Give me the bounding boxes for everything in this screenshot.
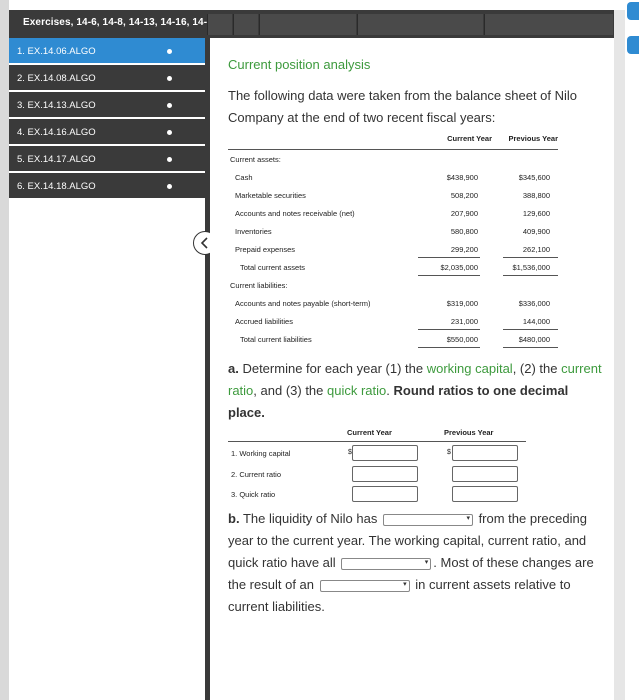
sidebar-item-label: 1. EX.14.06.ALGO bbox=[17, 46, 96, 57]
current-value: $550,000 bbox=[446, 335, 478, 344]
current-value: 299,200 bbox=[450, 245, 478, 254]
status-dot-icon bbox=[167, 130, 172, 135]
sidebar-item-label: 6. EX.14.18.ALGO bbox=[17, 181, 96, 192]
answer-row-label: 2. Current ratio bbox=[231, 470, 282, 479]
table-row-total bbox=[228, 258, 558, 276]
question-b-prefix: b. bbox=[228, 511, 240, 526]
sidebar-item-ex-14-17[interactable] bbox=[9, 146, 205, 171]
ratios-change-dropdown[interactable] bbox=[341, 558, 431, 570]
sidebar-item-label: 5. EX.14.17.ALGO bbox=[17, 154, 96, 165]
question-a-text: Determine for each year (1) the bbox=[238, 361, 427, 376]
working-capital-current-input[interactable] bbox=[352, 445, 418, 461]
question-b bbox=[228, 508, 613, 618]
liquidity-change-dropdown[interactable] bbox=[383, 514, 473, 526]
tab-slot[interactable] bbox=[484, 14, 613, 35]
answer-row-label: 3. Quick ratio bbox=[231, 490, 276, 499]
current-ratio-current-input[interactable] bbox=[352, 466, 418, 482]
current-ratio-previous-input[interactable] bbox=[452, 466, 518, 482]
window-title: Exercises, 14-6, 14-8, 14-13, 14-16, 14- bbox=[23, 17, 208, 28]
quick-ratio-current-input[interactable] bbox=[352, 486, 418, 502]
current-value: $319,000 bbox=[446, 299, 478, 308]
status-dot-icon bbox=[167, 76, 172, 81]
underline bbox=[418, 347, 480, 348]
row-label: Cash bbox=[235, 173, 253, 182]
row-label: Inventories bbox=[235, 227, 272, 236]
balance-sheet-table bbox=[228, 132, 558, 348]
previous-value: 409,900 bbox=[522, 227, 550, 236]
dollar-sign: $ bbox=[447, 449, 451, 456]
sidebar-item-ex-14-13[interactable] bbox=[9, 92, 205, 117]
exercise-sidebar bbox=[9, 38, 205, 700]
current-value: 207,900 bbox=[450, 209, 478, 218]
row-label: Accounts and notes receivable (net) bbox=[235, 209, 355, 218]
dollar-sign: $ bbox=[348, 449, 352, 456]
question-a bbox=[228, 358, 608, 424]
table-row bbox=[228, 204, 558, 222]
working-capital-previous-input[interactable] bbox=[452, 445, 518, 461]
quick-ratio-previous-input[interactable] bbox=[452, 486, 518, 502]
sidebar-item-ex-14-18[interactable] bbox=[9, 173, 205, 198]
current-value: 508,200 bbox=[450, 191, 478, 200]
chevron-left-icon bbox=[200, 237, 210, 249]
sidebar-item-ex-14-06[interactable] bbox=[9, 38, 205, 63]
row-label: Total current assets bbox=[240, 263, 306, 272]
table-row-total bbox=[228, 330, 558, 348]
table-row bbox=[228, 312, 558, 330]
underline bbox=[503, 347, 558, 348]
table-row bbox=[228, 276, 558, 294]
previous-value: $1,536,000 bbox=[512, 263, 550, 272]
chevron-down-icon: ▾ bbox=[424, 558, 429, 566]
row-label: Accrued liabilities bbox=[235, 317, 293, 326]
right-strip bbox=[625, 0, 639, 700]
status-dot-icon bbox=[167, 157, 172, 162]
right-scroll-edge[interactable] bbox=[614, 10, 625, 700]
row-label: Total current liabilities bbox=[240, 335, 312, 344]
col-previous-year: Previous Year bbox=[508, 134, 558, 143]
cause-dropdown[interactable] bbox=[320, 580, 410, 592]
col-current-year: Current Year bbox=[447, 134, 492, 143]
question-b-text: . Most of these changes are the result of an bbox=[228, 555, 594, 592]
chevron-down-icon: ▾ bbox=[403, 580, 407, 588]
previous-value: $336,000 bbox=[518, 299, 550, 308]
answer-col-current: Current Year bbox=[347, 428, 392, 437]
status-dot-icon bbox=[167, 103, 172, 108]
sidebar-item-ex-14-08[interactable] bbox=[9, 65, 205, 90]
intro-text: The following data were taken from the balance sheet of Nilo Company at the end of two recent fiscal years: bbox=[228, 88, 578, 125]
exercise-list bbox=[9, 38, 205, 200]
previous-value: 262,100 bbox=[522, 245, 550, 254]
current-value: 231,000 bbox=[450, 317, 478, 326]
status-dot-icon bbox=[167, 184, 172, 189]
title-bar bbox=[9, 10, 614, 38]
question-b-text: from the preceding year to the current year. The working capital, current ratio, and quick ratio have all bbox=[228, 511, 587, 570]
sidebar-item-ex-14-16[interactable] bbox=[9, 119, 205, 144]
previous-value: 388,800 bbox=[522, 191, 550, 200]
row-label: Accounts and notes payable (short-term) bbox=[235, 299, 371, 308]
status-dot-icon bbox=[167, 49, 172, 54]
current-value: 580,800 bbox=[450, 227, 478, 236]
answer-row-label: 1. Working capital bbox=[231, 449, 291, 458]
previous-value: 144,000 bbox=[522, 317, 550, 326]
sidebar-item-label: 4. EX.14.16.ALGO bbox=[17, 127, 96, 138]
table-header bbox=[228, 132, 558, 150]
question-b-text: The liquidity of Nilo has bbox=[239, 511, 381, 526]
table-row bbox=[228, 294, 558, 312]
term-current-ratio[interactable]: current ratio bbox=[228, 361, 602, 398]
answer-col-previous: Previous Year bbox=[444, 428, 494, 437]
tab-slot[interactable] bbox=[357, 14, 483, 35]
term-working-capital[interactable]: working capital bbox=[426, 361, 513, 376]
term-quick-ratio[interactable]: quick ratio bbox=[327, 383, 387, 398]
top-margin bbox=[9, 0, 639, 10]
main-content bbox=[210, 38, 614, 700]
table-row bbox=[228, 240, 558, 258]
current-value: $438,900 bbox=[446, 173, 478, 182]
current-value: $2,035,000 bbox=[440, 263, 478, 272]
question-b-text: in current assets relative to current liabilities. bbox=[228, 577, 571, 614]
row-label: Marketable securities bbox=[235, 191, 306, 200]
question-a-text: , (2) the bbox=[512, 361, 562, 376]
chevron-down-icon: ▾ bbox=[466, 514, 470, 522]
row-label: Prepaid expenses bbox=[235, 245, 296, 254]
section-label: Current liabilities: bbox=[230, 281, 288, 290]
previous-value: $480,000 bbox=[518, 335, 550, 344]
question-a-text: , and (3) the bbox=[253, 383, 328, 398]
table-row bbox=[228, 168, 558, 186]
edge-tab-icon[interactable] bbox=[627, 2, 639, 20]
left-frame-edge bbox=[0, 0, 9, 700]
question-a-prefix: a. bbox=[228, 361, 239, 376]
answer-header-rule bbox=[228, 441, 526, 442]
sidebar-item-label: 2. EX.14.08.ALGO bbox=[17, 73, 96, 84]
section-label: Current assets: bbox=[230, 155, 281, 164]
tab-slot[interactable] bbox=[233, 14, 258, 35]
refresh-icon[interactable] bbox=[627, 36, 639, 54]
table-row bbox=[228, 186, 558, 204]
table-row bbox=[228, 222, 558, 240]
previous-value: $345,600 bbox=[518, 173, 550, 182]
tab-slot[interactable] bbox=[207, 14, 232, 35]
table-row bbox=[228, 150, 558, 168]
previous-value: 129,600 bbox=[522, 209, 550, 218]
question-a-text: . bbox=[386, 383, 394, 398]
sidebar-item-label: 3. EX.14.13.ALGO bbox=[17, 100, 96, 111]
page-title: Current position analysis bbox=[228, 57, 371, 72]
tab-slot[interactable] bbox=[259, 14, 356, 35]
rounding-instruction: Round ratios to one decimal place. bbox=[228, 383, 569, 420]
